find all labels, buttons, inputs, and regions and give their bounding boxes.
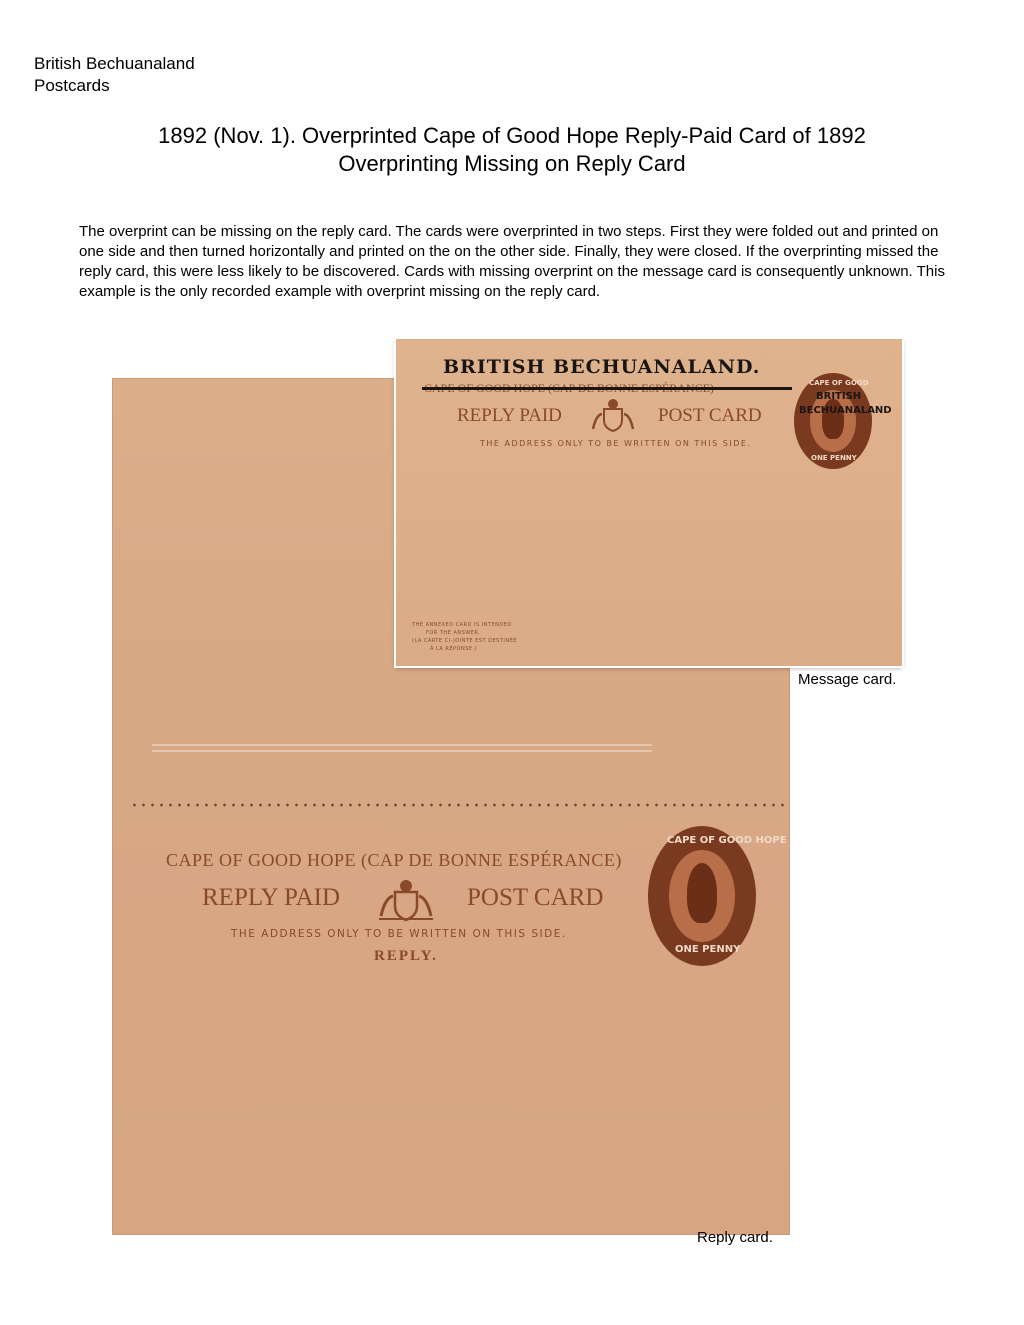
title-line-2: Overprinting Missing on Reply Card	[338, 151, 686, 176]
fold-ridge	[152, 744, 652, 746]
one-penny-stamp-icon: CAPE OF GOOD HOPE ONE PENNY	[648, 826, 756, 966]
strike-bar	[422, 387, 792, 390]
description-paragraph: The overprint can be missing on the reply card. The cards were overprinted in two steps. First they were folded out and printed on one side and then turned horizontally and printed on the on the other side. Finally, they were closed. If the overprinting missed the reply card, this were less likely to be discovered. Cards with missing overprint on the message card is consequently unknown. This example is the only recorded example with overprint missing on the reply card.	[79, 223, 945, 300]
message-card-caption: Message card.	[798, 671, 897, 688]
perforation-line	[130, 803, 790, 807]
reply-card-address-line: THE ADDRESS ONLY TO BE WRITTEN ON THIS SIDE.	[231, 928, 567, 940]
reply-card-right-heading: POST CARD	[467, 884, 604, 911]
reply-card-caption: Reply card.	[697, 1229, 773, 1246]
reply-card-left-heading: REPLY PAID	[202, 884, 341, 911]
section-label: British Bechuanaland	[34, 54, 195, 73]
message-card-left-heading: REPLY PAID	[457, 405, 562, 426]
message-card-image	[396, 339, 902, 666]
coat-of-arms-icon	[589, 397, 637, 433]
reply-card-reply-label: REPLY.	[374, 948, 438, 964]
fold-ridge	[152, 750, 652, 752]
stamp-overprint-line-2: BECHUANALAND	[799, 405, 892, 416]
reply-card-heading: CAPE OF GOOD HOPE (CAP DE BONNE ESPÉRANCE)	[166, 850, 622, 870]
one-penny-stamp-icon: CAPE OF GOOD ONE PENNY	[794, 373, 872, 469]
reply-notice: THE ANNEXED CARD IS INTENDED FOR THE ANSWER. (LA CARTE CI-JOINTE EST DESTINÉE À LA RÉPONSE.)	[412, 622, 517, 652]
coat-of-arms-icon	[375, 876, 437, 922]
message-card-address-line: THE ADDRESS ONLY TO BE WRITTEN ON THIS SIDE.	[480, 439, 752, 448]
title-line-1: 1892 (Nov. 1). Overprinted Cape of Good Hope Reply-Paid Card of 1892	[158, 123, 866, 148]
stamp-overprint-line-1: BRITISH	[816, 391, 862, 402]
message-card-right-heading: POST CARD	[658, 405, 762, 426]
subsection-label: Postcards	[34, 76, 110, 95]
page-title	[0, 122, 1024, 178]
overprint-text: BRITISH BECHUANALAND.	[443, 356, 761, 378]
